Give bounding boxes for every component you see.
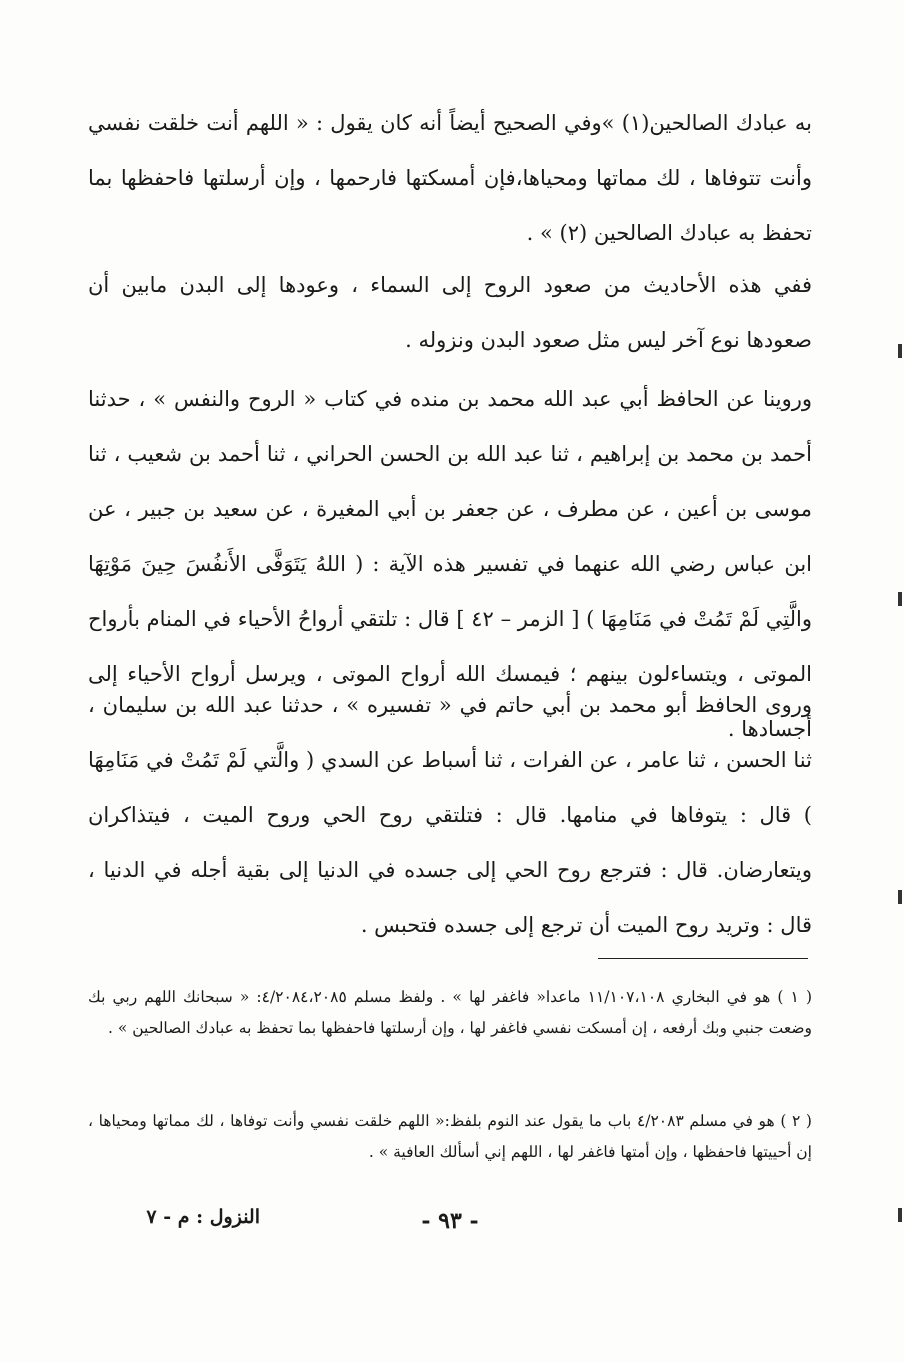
edge-artifact xyxy=(898,1208,902,1222)
signature-mark: النزول : م - ٧ xyxy=(146,1206,260,1228)
body-paragraph-4: وروى الحافظ أبو محمد بن أبي حاتم في « تفسيره » ، حدثنا عبد الله بن سليمان ، ثنا الحسن ، ثنا عامر ، عن الفرات ، ثنا أسباط عن السدي ( والَّتي لَمْ تَمُتْ في مَنَامِهَا ) قال : يتوفاها في منامها. قال : فتلتقي روح الحي وروح الميت ، فيتذاكران ويتعارضان. قال : فترجع روح الحي إلى جسده في الدنيا إلى بقية أجله في الدنيا ، قال : وتريد روح الميت أن ترجع إلى جسده فتحبس . xyxy=(88,693,812,937)
footnote-divider xyxy=(598,958,808,959)
body-paragraph-3: وروينا عن الحافظ أبي عبد الله محمد بن منده في كتاب « الروح والنفس » ، حدثنا أحمد بن محمد بن إبراهيم ، ثنا عبد الله بن الحسن الحراني ، ثنا أحمد بن شعيب ، ثنا موسى بن أعين ، عن مطرف ، عن جعفر بن أبي المغيرة ، عن سعيد بن جبير ، عن ابن عباس رضي الله عنهما في تفسير هذه الآية : ( اللهُ يَتَوَفَّى الأَنفُسَ حِينَ مَوْتِهَا والَّتِي لَمْ تَمُتْ في مَنَامِهَا ) [ الزمر – ٤٢ ] قال : تلتقي أرواحُ الأحياء في المنام بأرواح الموتى ، ويتساءلون بينهم ؛ فيمسك الله أرواح الموتى ، ويرسل أرواح الأحياء إلى أجسادها . xyxy=(88,387,813,741)
edge-artifact xyxy=(898,890,902,904)
edge-artifact xyxy=(898,344,902,358)
edge-artifact xyxy=(898,592,902,606)
body-paragraph-2: ففي هذه الأحاديث من صعود الروح إلى السماء ، وعودها إلى البدن مابين أن صعودها نوع آخر ليس مثل صعود البدن ونزوله . xyxy=(88,273,812,352)
body-paragraph-1: به عبادك الصالحين(١) »وفي الصحيح أيضاً أنه كان يقول : « اللهم أنت خلقت نفسي وأنت تتوفاها ، لك مماتها ومحياها،فإن أمسكتها فارحمها ، وإن أرسلتها فاحفظها بما تحفظ به عبادك الصالحين (٢) » . xyxy=(88,111,812,245)
footnote-1: ( ١ ) هو في البخاري ١١/١٠٧،١٠٨ ماعدا« فاغفر لها » . ولفظ مسلم ٤/٢٠٨٤،٢٠٨٥: « سبحانك اللهم ربي بك وضعت جنبي وبك أرفعه ، إن أمسكت نفسي فاغفر لها ، وإن أرسلتها فاحفظها بما تحفظ به عبادك الصالحين » . xyxy=(88,988,812,1037)
footnote-2: ( ٢ ) هو في مسلم ٤/٢٠٨٣ باب ما يقول عند النوم بلفظ:« اللهم خلقت نفسي وأنت توفاها ، لك مماتها ومحياها ، إن أحييتها فاحفظها ، وإن أمتها فاغفر لها ، اللهم إني أسألك العافية » . xyxy=(88,1112,812,1161)
page-number: - ٩٣ - xyxy=(421,1208,479,1234)
